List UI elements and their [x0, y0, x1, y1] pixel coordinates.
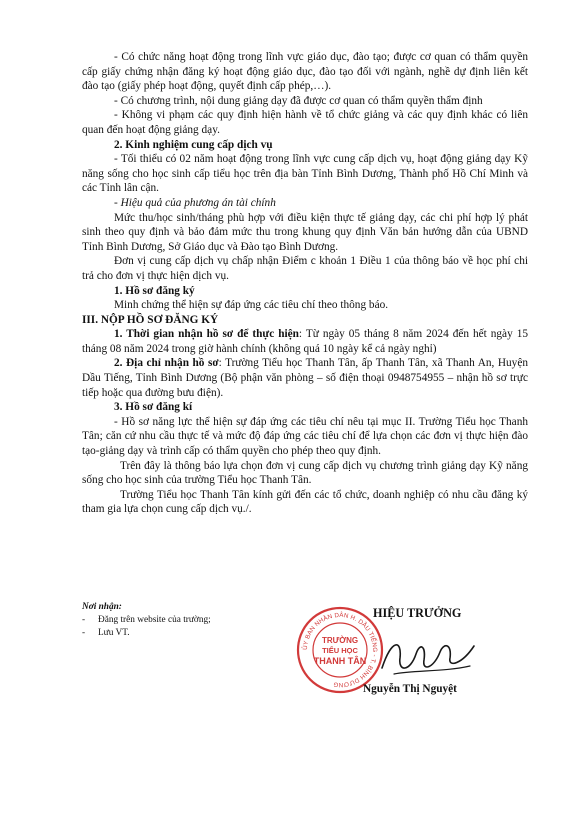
recipients-heading: Nơi nhận:	[82, 602, 122, 612]
paragraph-accept-clause: Đơn vị cung cấp dịch vụ chấp nhận Điểm c khoản 1 Điều 1 của thông báo về học phí chi trả cho đơn vị thực hiện dịch vụ.	[82, 255, 528, 282]
address-text: : Trường Tiểu học Thanh Tân, ấp Thanh Tân, xã Thanh An, Huyện Dầu Tiếng, Tỉnh Bình Dương (Bộ phận văn phòng – số điện thoại 0948754955 – nhận hồ sơ trực tiếp hoặc qua đường bưu điện).	[82, 357, 528, 399]
paragraph-experience: - Tối thiểu có 02 năm hoạt động trong lĩnh vực cung cấp dịch vụ, hoạt động giảng dạy Kỹ năng sống cho học sinh cấp tiểu học trên địa bàn Tỉnh Bình Dương, Thành phố Hồ Chí Minh và các Tỉnh lân cận.	[82, 153, 528, 195]
paragraph-legal-function: - Có chức năng hoạt động trong lĩnh vực giáo dục, đào tạo; được cơ quan có thẩm quyền cấp giấy chứng nhận đăng ký hoạt động giáo dục, đào tạo đối với ngành, nghề dự định liên kết đào tạo (giấy phép hoạt động, quyết định cấp phép,…).	[82, 51, 528, 93]
recipient-item	[82, 614, 282, 627]
time-text: : Từ ngày 05 tháng 8 năm 2024 đến hết ngày 15 tháng 08 năm 2024 trong giờ hành chính (không quá 10 ngày kể cả ngày nghỉ)	[82, 328, 528, 355]
seal-line-3: THANH TÂN	[313, 656, 367, 666]
seal-ring-text: ỦY BAN NHÂN DÂN H. DẦU TIẾNG - T. BÌNH DƯƠNG	[301, 611, 379, 689]
paragraph-evidence: Minh chứng thể hiện sự đáp ứng các tiêu chí theo thông báo.	[114, 299, 389, 312]
time-label: 1. Thời gian nhận hồ sơ để thực hiện	[114, 328, 299, 341]
recipient-text: Lưu VT.	[98, 628, 130, 638]
paragraph-no-violation: - Không vi phạm các quy định hiện hành về tổ chức giảng và các quy định khác có liên quan đến hoạt động giảng dạy.	[82, 109, 528, 136]
seal-line-2: TIỂU HỌC	[322, 646, 358, 655]
document-body	[82, 50, 528, 517]
recipient-bullet: -	[82, 615, 86, 625]
address-label: 2. Địa chỉ nhận hồ sơ	[114, 357, 219, 370]
paragraph-fee: Mức thu/học sinh/tháng phù hợp với điều kiện thực tế giảng dạy, các chi phí hợp lý phát sinh theo quy định và bảo đảm mức thu trong khung quy định Văn bản hướng dẫn của UBND Tỉnh Bình Dương, Sở Giáo dục và Đào tạo Bình Dương.	[82, 211, 528, 253]
paragraph-dossier: - Hồ sơ năng lực thể hiện sự đáp ứng các tiêu chí nêu tại mục II. Trường Tiểu học Thanh Tân; căn cứ nhu cầu thực tế và mức độ đáp ứng các tiêu chí để lựa chọn các đơn vị thực hiện đào tạo-giảng dạy và trình cấp có thẩm quyền cho phép theo quy định.	[82, 415, 528, 458]
recipient-text: Đăng trên website của trường;	[98, 615, 211, 625]
recipients-block	[82, 601, 282, 640]
heading-financial-efficiency: - Hiệu quả của phương án tài chính	[114, 196, 276, 209]
heading-dossier: 3. Hồ sơ đăng kí	[114, 401, 193, 414]
paragraph-closing-2: Trường Tiểu học Thanh Tân kính gửi đến các tổ chức, doanh nghiệp có nhu cầu đăng ký tham gia lựa chọn cung cấp dịch vụ./.	[82, 488, 528, 516]
recipient-bullet: -	[82, 628, 86, 638]
heading-experience: 2. Kinh nghiệm cung cấp dịch vụ	[114, 138, 273, 151]
seal-line-1: TRƯỜNG	[321, 636, 359, 645]
section-heading-submission: III. NỘP HỒ SƠ ĐĂNG KÝ	[82, 313, 219, 326]
paragraph-closing-1: Trên đây là thông báo lựa chọn đơn vị cung cấp dịch vụ chương trình giảng dạy Kỹ năng sống cho học sinh của trường Tiểu học Thanh Tân.	[82, 459, 528, 487]
signer-name: Nguyễn Thị Nguyệt	[363, 683, 457, 695]
paragraph-program-approval: - Có chương trình, nội dung giảng dạy đã được cơ quan có thẩm quyền thẩm định	[114, 94, 483, 107]
handwritten-signature-icon	[374, 628, 484, 684]
paragraph-address	[82, 356, 528, 400]
paragraph-time	[82, 327, 528, 356]
signer-title: HIỆU TRƯỞNG	[373, 606, 462, 620]
school-seal-icon	[296, 606, 384, 694]
heading-registration-dossier: 1. Hồ sơ đăng ký	[114, 284, 195, 297]
recipient-item	[82, 627, 282, 640]
